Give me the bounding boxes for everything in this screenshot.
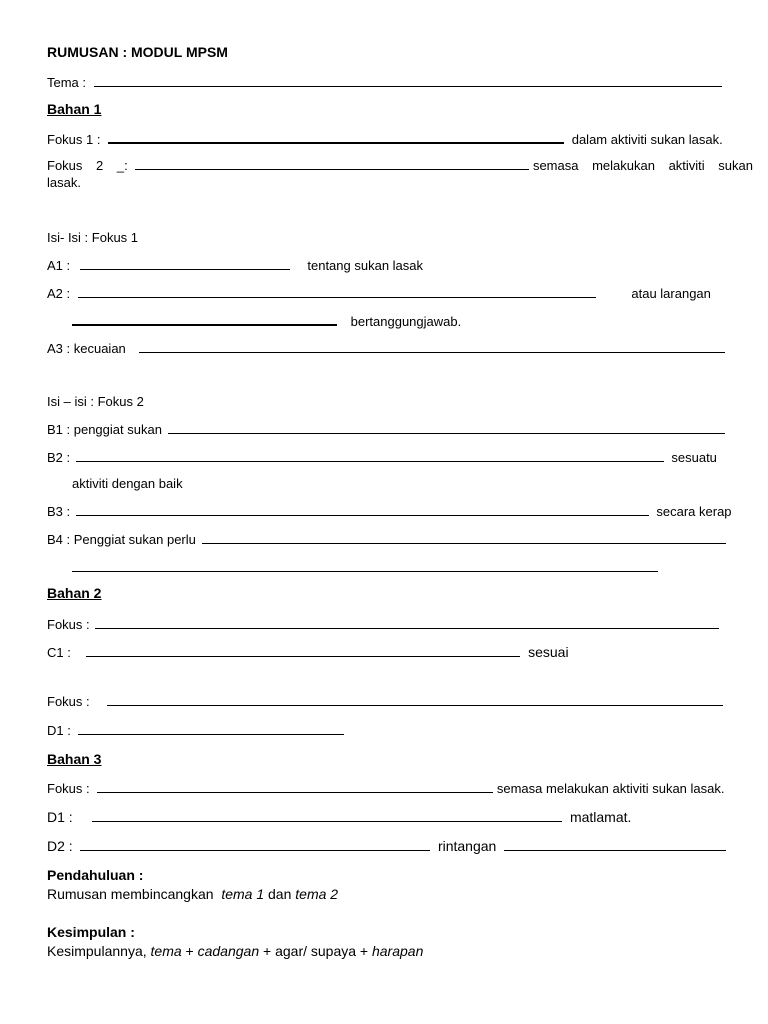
bahan3-fokus-blank[interactable] xyxy=(97,780,493,793)
b2-suffix: sesuatu xyxy=(671,450,717,465)
bahan3-d2-label: D2 : xyxy=(47,838,73,854)
bahan3-fokus-suffix: semasa melakukan aktiviti sukan lasak. xyxy=(496,781,725,796)
c1-suffix: sesuai xyxy=(528,644,569,660)
bahan3-d2-blank-2[interactable] xyxy=(504,838,726,851)
b1-label: B1 : penggiat sukan xyxy=(47,422,162,437)
kesimpulan-cadangan: cadangan xyxy=(197,943,260,959)
tema-blank[interactable] xyxy=(94,74,722,87)
bahan2-fokus-blank[interactable] xyxy=(95,616,719,629)
a2-blank[interactable] xyxy=(78,285,596,298)
b3-label: B3 : xyxy=(47,504,71,519)
bahan2-d1-label: D1 : xyxy=(47,723,71,738)
b2-cont: aktiviti dengan baik xyxy=(72,476,183,491)
bahan2-d1-row xyxy=(47,722,344,739)
bahan2-heading: Bahan 2 xyxy=(47,585,102,601)
bahan3-d1-suffix: matlamat. xyxy=(569,809,632,825)
bahan2-fokus2-blank[interactable] xyxy=(107,693,723,706)
pendahuluan-dan: dan xyxy=(268,886,292,902)
fokus1-suffix: dalam aktiviti sukan lasak. xyxy=(571,132,723,147)
bahan3-d1-row xyxy=(47,809,631,826)
a2-cont-row xyxy=(72,312,461,330)
b4-row xyxy=(47,531,726,548)
kesimpulan-prefix: Kesimpulannya, xyxy=(47,943,147,959)
b1-blank[interactable] xyxy=(168,421,725,434)
bahan2-fokus-label: Fokus : xyxy=(47,617,90,632)
bahan3-heading: Bahan 3 xyxy=(47,751,102,767)
b2-label: B2 : xyxy=(47,450,71,465)
bahan1-heading: Bahan 1 xyxy=(47,101,102,117)
bahan3-d1-blank[interactable] xyxy=(92,809,562,822)
fokus2-row xyxy=(47,157,753,174)
bahan3-d2-row xyxy=(47,838,726,855)
pendahuluan-tema1: tema 1 xyxy=(221,886,265,902)
b2-row xyxy=(47,449,717,466)
pendahuluan-tema2: tema 2 xyxy=(295,886,339,902)
pendahuluan-heading: Pendahuluan : xyxy=(47,867,144,883)
kesimpulan-agar: + agar/ supaya + xyxy=(263,943,369,959)
kesimpulan-harapan: harapan xyxy=(371,943,424,959)
bahan2-fokus2-row xyxy=(47,693,723,710)
kesimpulan-text xyxy=(47,943,423,959)
bahan2-d1-blank[interactable] xyxy=(78,722,344,735)
a2-cont-blank[interactable] xyxy=(72,312,337,326)
a1-suffix: tentang sukan lasak xyxy=(307,258,424,273)
kesimpulan-heading: Kesimpulan : xyxy=(47,924,135,940)
bahan3-d2-mid: rintangan xyxy=(437,838,497,854)
isi1-heading: Isi- Isi : Fokus 1 xyxy=(47,230,139,245)
b3-row xyxy=(47,503,732,520)
bahan3-fokus-row xyxy=(47,780,724,797)
fokus1-row xyxy=(47,130,723,148)
isi2-heading: Isi – isi : Fokus 2 xyxy=(47,394,144,409)
c1-label: C1 : xyxy=(47,645,71,660)
a1-blank[interactable] xyxy=(80,257,290,270)
bahan3-d2-blank-1[interactable] xyxy=(80,838,430,851)
b2-blank[interactable] xyxy=(76,449,664,462)
b3-suffix: secara kerap xyxy=(656,504,732,519)
page-title: RUMUSAN : MODUL MPSM xyxy=(47,44,228,60)
fokus1-label: Fokus 1 : xyxy=(47,132,101,147)
a3-label: A3 : kecuaian xyxy=(47,341,126,356)
a2-suffix: atau larangan xyxy=(631,286,711,301)
b4-cont-blank[interactable] xyxy=(72,559,658,572)
a2-label: A2 : xyxy=(47,286,71,301)
kesimpulan-plus: + xyxy=(185,943,194,959)
a1-row xyxy=(47,257,423,274)
c1-blank[interactable] xyxy=(86,644,520,657)
tema-label: Tema : xyxy=(47,75,87,90)
kesimpulan-tema: tema xyxy=(150,943,182,959)
fokus2-cont: lasak. xyxy=(47,175,81,190)
fokus2-suffix: semasa melakukan aktiviti sukan xyxy=(532,158,753,173)
a3-row xyxy=(47,340,725,357)
b3-blank[interactable] xyxy=(76,503,649,516)
b4-blank[interactable] xyxy=(202,531,726,544)
pendahuluan-prefix: Rumusan membincangkan xyxy=(47,886,214,902)
bahan2-fokus-row xyxy=(47,616,719,633)
bahan3-fokus-label: Fokus : xyxy=(47,781,90,796)
pendahuluan-text xyxy=(47,886,338,902)
b4-cont-row xyxy=(72,559,658,576)
a2-cont: bertanggungjawab. xyxy=(350,314,462,329)
a1-label: A1 : xyxy=(47,258,71,273)
c1-row xyxy=(47,644,569,661)
b4-label: B4 : Penggiat sukan perlu xyxy=(47,532,196,547)
bahan3-d1-label: D1 : xyxy=(47,809,73,825)
bahan2-fokus2-label: Fokus : xyxy=(47,694,90,709)
b1-row xyxy=(47,421,725,438)
fokus1-blank[interactable] xyxy=(108,130,564,144)
tema-row xyxy=(47,74,722,91)
fokus2-blank[interactable] xyxy=(135,157,529,170)
fokus2-label: Fokus 2 _: xyxy=(47,158,128,173)
a3-blank[interactable] xyxy=(139,340,725,353)
a2-row xyxy=(47,285,711,302)
